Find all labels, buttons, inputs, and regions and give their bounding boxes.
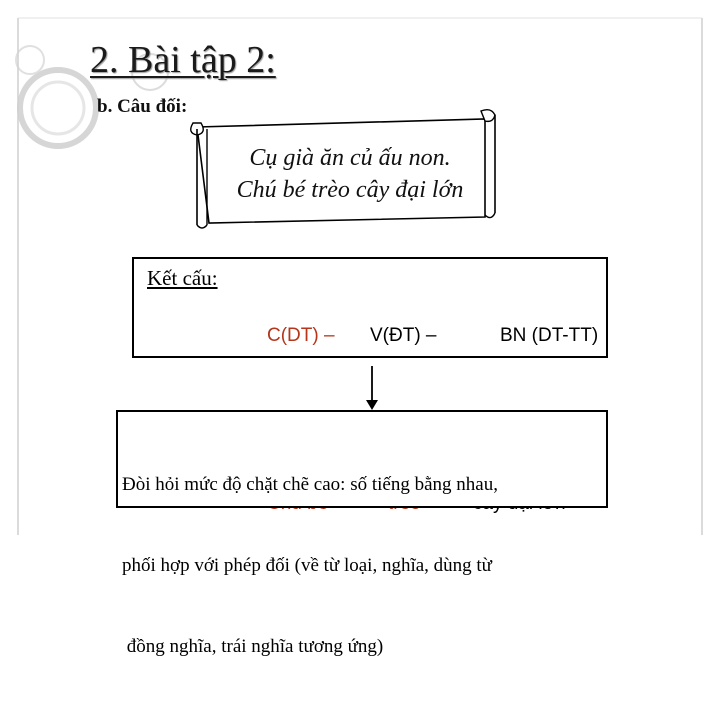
scroll-line-1: Cụ già ăn củ ấu non.	[249, 145, 451, 171]
down-arrow-icon	[364, 366, 380, 412]
subtitle: b. Câu đối:	[97, 96, 188, 117]
requirement-line-1: Đòi hỏi mức độ chặt chẽ cao: số tiếng bằng nhau,	[122, 474, 498, 495]
requirement-line-2: phối hợp với phép đối (về từ loại, nghĩa, dùng từ	[122, 555, 492, 576]
scroll-line-2: Chú bé trèo cây đại lớn	[236, 177, 464, 203]
header-subject: C(DT) –	[267, 325, 335, 346]
scroll-content	[205, 142, 495, 206]
requirement-text	[122, 417, 606, 714]
slide-title: 2. Bài tập 2:	[90, 39, 276, 81]
header-complement: BN (DT-TT)	[500, 325, 599, 346]
header-verb: V(ĐT) –	[370, 325, 437, 346]
structure-label: Kết cấu:	[147, 266, 218, 290]
requirement-line-3: đồng nghĩa, trái nghĩa tương ứng)	[122, 636, 384, 657]
